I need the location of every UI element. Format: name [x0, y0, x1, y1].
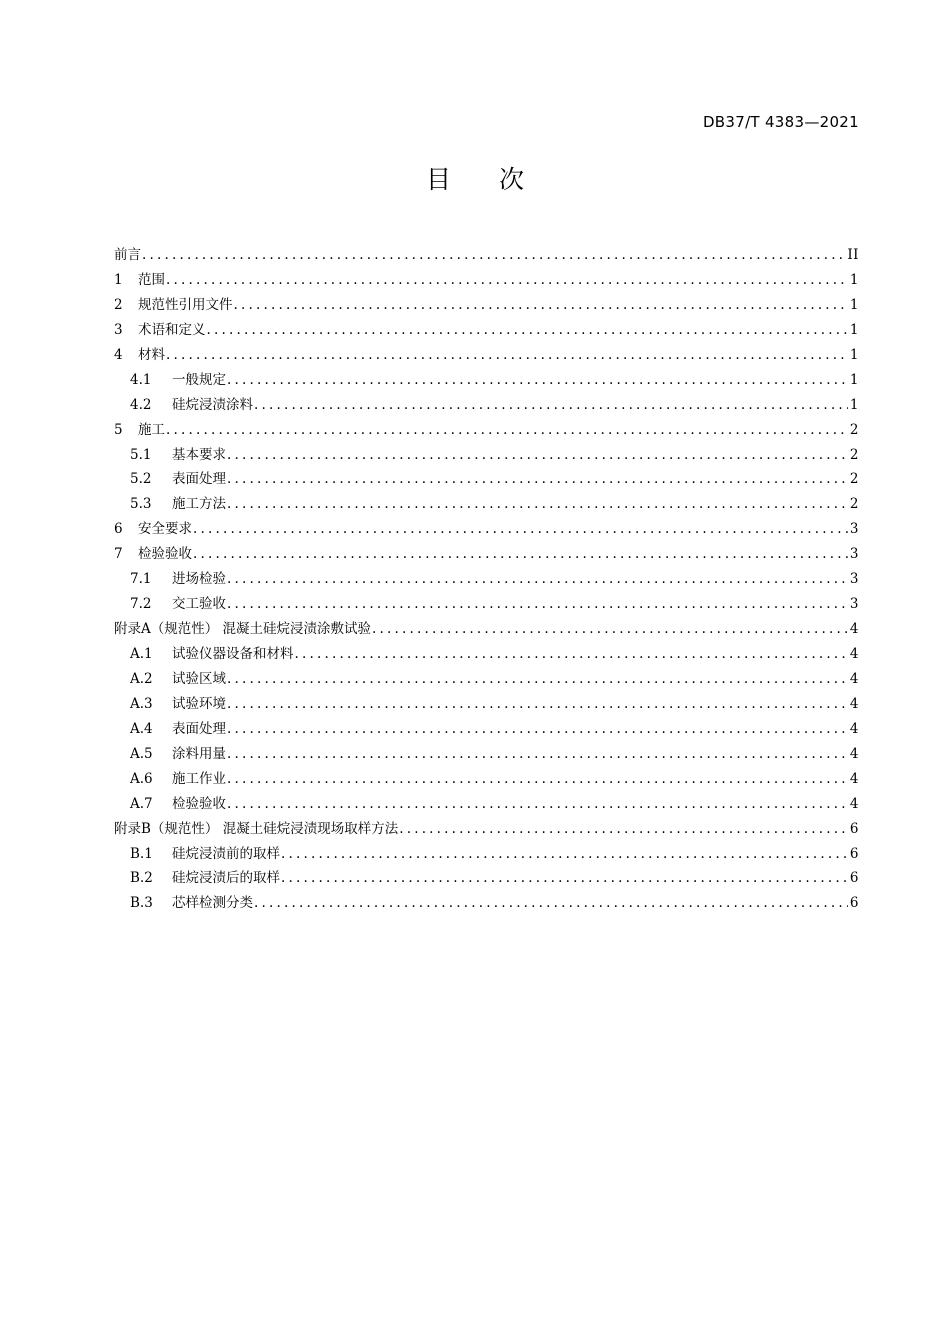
toc-dot-leader [142, 247, 845, 263]
document-code: DB37/T 4383—2021 [702, 113, 859, 131]
toc-entry-label: 检验验收 [172, 795, 226, 812]
toc-entry-label: 前言 [114, 247, 141, 263]
toc-entry[interactable] [114, 393, 859, 418]
toc-entry-number: 4.2 [130, 396, 152, 413]
toc-dot-leader [295, 646, 848, 662]
toc-entry[interactable] [114, 742, 859, 767]
toc-dot-leader [207, 322, 848, 338]
toc-entry-label: 交工验收 [172, 596, 226, 613]
toc-entry-page-number: 4 [849, 621, 859, 638]
toc-entry-page-number: 3 [849, 596, 859, 613]
toc-entry-number: A.5 [130, 745, 153, 762]
toc-entry[interactable] [114, 542, 859, 567]
toc-entry-page-number: 4 [849, 695, 859, 712]
toc-entry-label: 检验验收 [138, 546, 192, 563]
toc-dot-leader [227, 496, 848, 512]
toc-entry-page-number: 1 [849, 396, 859, 413]
toc-entry[interactable] [114, 243, 859, 268]
toc-entry-label: 表面处理 [172, 720, 226, 737]
toc-dot-leader [227, 796, 848, 812]
toc-entry-label: 试验仪器设备和材料 [172, 646, 294, 662]
toc-entry-number: A.3 [130, 695, 153, 712]
toc-entry[interactable] [114, 318, 859, 343]
toc-dot-leader [227, 596, 848, 612]
toc-entry[interactable] [114, 667, 859, 692]
toc-entry-number: B.3 [130, 895, 153, 912]
toc-entry-label: 附录A（规范性） 混凝土硅烷浸渍涂敷试验 [114, 621, 372, 638]
toc-entry-label: 材料 [138, 346, 165, 363]
toc-entry[interactable] [114, 891, 859, 916]
toc-entry-number: A.6 [130, 770, 153, 787]
toc-entry-label: 范围 [138, 271, 165, 288]
toc-entry-page-number: 4 [849, 646, 859, 662]
toc-entry-page-number: 1 [849, 271, 859, 288]
toc-entry-page-number: 4 [849, 770, 859, 787]
toc-dot-leader [193, 546, 848, 562]
toc-entry-number: 7 [114, 546, 123, 563]
toc-entry-label: 硅烷浸渍前的取样 [172, 845, 280, 862]
toc-entry[interactable] [114, 717, 859, 742]
toc-entry-label: 涂料用量 [172, 745, 226, 762]
toc-entry[interactable] [114, 692, 859, 717]
toc-entry-number: B.2 [130, 870, 153, 887]
toc-entry-number: B.1 [130, 845, 153, 862]
toc-entry-page-number: II [847, 247, 859, 263]
toc-dot-leader [227, 372, 848, 388]
toc-entry-page-number: 3 [849, 546, 859, 563]
toc-entry-page-number: 3 [849, 571, 859, 588]
toc-entry[interactable] [114, 567, 859, 592]
toc-entry[interactable] [114, 842, 859, 867]
toc-entry-number: A.1 [130, 646, 153, 662]
toc-entry-number: A.2 [130, 670, 153, 687]
toc-entry[interactable] [114, 866, 859, 891]
toc-dot-leader [234, 297, 848, 313]
toc-entry-number: A.7 [130, 795, 153, 812]
toc-dot-leader [254, 397, 848, 413]
toc-entry-page-number: 6 [849, 820, 859, 837]
toc-entry-page-number: 4 [849, 670, 859, 687]
toc-entry-label: 术语和定义 [138, 321, 206, 338]
toc-entry[interactable] [114, 343, 859, 368]
toc-entry-label: 附录B（规范性） 混凝土硅烷浸渍现场取样方法 [114, 820, 399, 837]
toc-dot-leader [227, 671, 848, 687]
toc-entry-number: 2 [114, 296, 123, 313]
toc-entry-page-number: 6 [849, 870, 859, 887]
toc-dot-leader [254, 895, 848, 911]
toc-entry-label: 试验区域 [172, 670, 226, 687]
toc-entry-page-number: 6 [849, 895, 859, 912]
toc-entry[interactable] [114, 517, 859, 542]
toc-entry-number: 6 [114, 521, 123, 538]
toc-entry-label: 芯样检测分类 [172, 895, 253, 912]
toc-entry-page-number: 6 [849, 845, 859, 862]
toc-dot-leader [193, 521, 848, 537]
toc-dot-leader [227, 746, 848, 762]
toc-entry-label: 试验环境 [172, 695, 226, 712]
toc-entry[interactable] [114, 443, 859, 468]
toc-entry-label: 施工作业 [172, 770, 226, 787]
toc-entry[interactable] [114, 467, 859, 492]
toc-entry[interactable] [114, 368, 859, 393]
toc-entry-page-number: 2 [849, 446, 859, 463]
toc-dot-leader [281, 870, 848, 886]
toc-entry-number: 7.1 [130, 571, 152, 588]
toc-entry-page-number: 1 [849, 346, 859, 363]
toc-entry[interactable] [114, 592, 859, 617]
toc-entry-page-number: 3 [849, 521, 859, 538]
toc-entry-page-number: 4 [849, 745, 859, 762]
toc-entry[interactable] [114, 767, 859, 792]
toc-dot-leader [399, 821, 848, 837]
toc-entry-label: 基本要求 [172, 446, 226, 463]
toc-entry-page-number: 4 [849, 795, 859, 812]
toc-dot-leader [166, 272, 848, 288]
toc-dot-leader [227, 696, 848, 712]
toc-entry-number: 7.2 [130, 596, 152, 613]
toc-entry-number: 1 [114, 271, 123, 288]
toc-entry-page-number: 1 [849, 296, 859, 313]
toc-entry-page-number: 2 [849, 496, 859, 513]
toc-entry-number: 4 [114, 346, 123, 363]
page-title: 目 次 [426, 165, 544, 194]
toc-dot-leader [166, 422, 848, 438]
toc-entry-page-number: 2 [849, 471, 859, 488]
toc-dot-leader [227, 447, 848, 463]
toc-entry-page-number: 4 [849, 720, 859, 737]
toc-entry-label: 安全要求 [138, 521, 192, 538]
toc-entry[interactable] [114, 293, 859, 318]
toc-entry-page-number: 2 [849, 421, 859, 438]
toc-dot-leader [227, 571, 848, 587]
toc-entry[interactable] [114, 642, 859, 667]
toc-entry-page-number: 1 [849, 371, 859, 388]
toc-entry-number: 5.2 [130, 471, 152, 488]
toc-entry-page-number: 1 [849, 321, 859, 338]
toc-entry-number: A.4 [130, 720, 153, 737]
toc-entry[interactable] [114, 817, 859, 842]
toc-entry-number: 5.1 [130, 446, 152, 463]
toc-dot-leader [227, 721, 848, 737]
toc-entry[interactable] [114, 418, 859, 443]
toc-entry-label: 硅烷浸渍后的取样 [172, 870, 280, 887]
toc-entry-label: 一般规定 [172, 371, 226, 388]
toc-entry-label: 规范性引用文件 [138, 296, 233, 313]
toc-entry-label: 施工 [138, 421, 165, 438]
toc-entry-number: 3 [114, 321, 123, 338]
toc-entry[interactable] [114, 792, 859, 817]
toc-dot-leader [281, 846, 848, 862]
toc-entry-label: 硅烷浸渍涂料 [172, 396, 253, 413]
toc-entry[interactable] [114, 617, 859, 642]
toc-entry[interactable] [114, 492, 859, 517]
toc-entry-number: 5.3 [130, 496, 152, 513]
toc-entry[interactable] [114, 268, 859, 293]
toc-dot-leader [227, 771, 848, 787]
toc-dot-leader [227, 471, 848, 487]
table-of-contents [114, 243, 859, 916]
toc-entry-number: 4.1 [130, 371, 152, 388]
toc-entry-label: 进场检验 [172, 571, 226, 588]
toc-dot-leader [166, 347, 848, 363]
toc-entry-number: 5 [114, 421, 123, 438]
toc-dot-leader [372, 621, 848, 637]
toc-entry-label: 表面处理 [172, 471, 226, 488]
toc-entry-label: 施工方法 [172, 496, 226, 513]
